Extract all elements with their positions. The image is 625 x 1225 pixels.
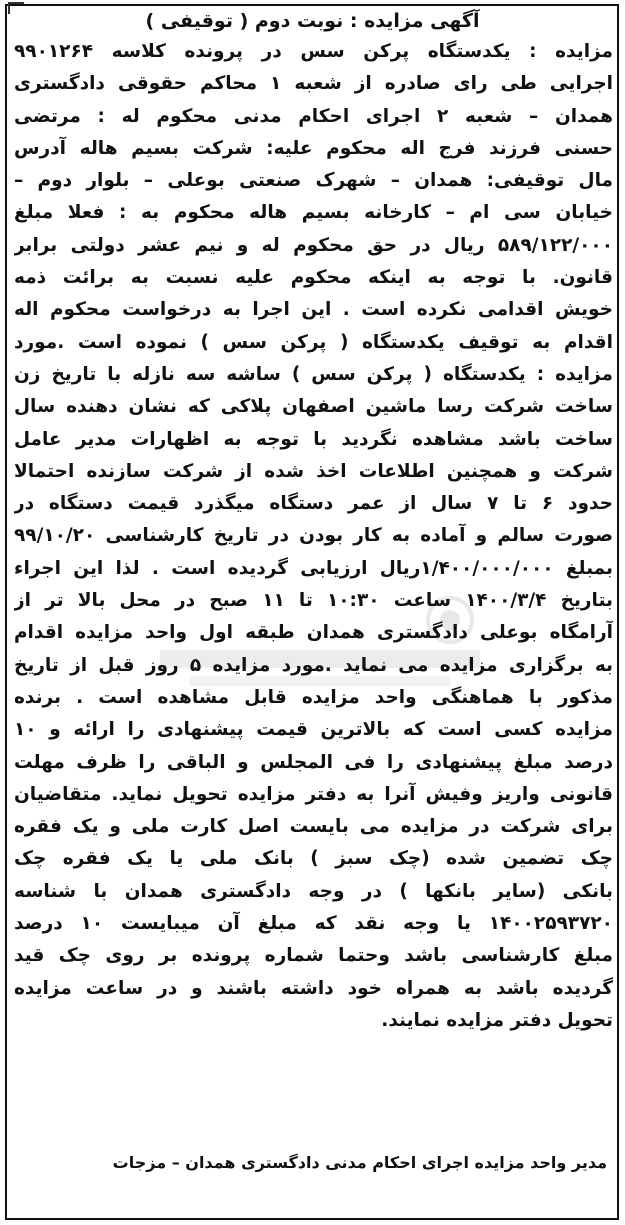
notice-line: حسنی فرزند فرج اله محکوم علیه: شرکت بسیم هاله آدرس	[14, 137, 613, 159]
notice-line: چک تضمین شده (چک سبز ) بانک ملی یا یک فقره چک	[14, 848, 613, 870]
notice-line: آرامگاه بوعلی دادگستری همدان طبقه اول واحد مزایده اقدام	[14, 622, 613, 644]
notice-line: شرکت و همچنین اطلاعات اخذ شده از شرکت سازنده احتمالا	[14, 460, 613, 482]
notice-body	[14, 36, 613, 1037]
notice-line: ۱۴۰۰۲۵۹۳۷۲۰ یا وجه نقد که مبلغ آن میبایست ۱۰ درصد	[14, 913, 613, 935]
notice-line: مزایده کسی است که بالاترین قیمت پیشنهادی را ارائه و ۱۰	[14, 719, 613, 741]
notice-signature: مدیر واحد مزایده اجرای احکام مدنی دادگستری همدان – مزجات	[112, 1153, 607, 1172]
notice-line: بمبلغ ۱/۴۰۰/۰۰۰/۰۰۰ریال ارزیابی گردیده است . لذا این اجراء	[14, 557, 613, 579]
notice-line: تحویل دفتر مزایده نمایند.	[381, 1009, 613, 1031]
notice-line: خویش اقدامی نکرده است . این اجرا به درخواست محکوم اله	[14, 299, 613, 321]
notice-line: به برگزاری مزایده می نماید .مورد مزایده ۵ روز قبل از تاریخ	[14, 654, 613, 676]
notice-line: همدان – شعبه ۲ اجرای احکام مدنی محکوم له : مرتضی	[14, 105, 613, 127]
notice-line: مزایده : یکدستگاه ( پرکن سس ) ساشه سه نازله با تاریخ زن	[14, 363, 613, 385]
notice-line: مبلغ کارشناسی باشد وحتما شماره پرونده بر روی چک قید	[14, 945, 613, 967]
notice-line: مال توقیفی: همدان – شهرک صنعتی بوعلی – بلوار دوم –	[14, 170, 613, 192]
notice-line: اقدام به توقیف یکدستگاه ( پرکن سس ) نموده است .مورد	[14, 331, 613, 353]
notice-line: مزایده : یکدستگاه پرکن سس در پرونده کلاسه ۹۹۰۱۲۶۴	[14, 41, 613, 62]
notice-line: بتاریخ ۱۴۰۰/۳/۴ ساعت ۱۰:۳۰ تا ۱۱ صبح در محل بالا تر از	[14, 590, 613, 612]
notice-line: بانکی (سایر بانکها ) در وجه دادگستری همدان با شناسه	[14, 880, 613, 902]
notice-line: قانون. با توجه به اینکه محکوم علیه نسبت به برائت ذمه	[14, 267, 613, 289]
notice-line: خیابان سی ام – کارخانه بسیم هاله محکوم به : فعلا مبلغ	[14, 202, 613, 224]
notice-line: برای شرکت در مزایده می بایست اصل کارت ملی و یک فقره	[14, 816, 613, 838]
notice-line: حدود ۶ تا ۷ سال از عمر دستگاه میگذرد قیمت دستگاه در	[14, 493, 613, 515]
notice-line: اجرایی طی رای صادره از شعبه ۱ محاکم حقوقی دادگستری	[14, 73, 613, 95]
notice-line: ساخت شرکت رسا ماشین اصفهان پلاکی که نشان دهنده سال	[14, 396, 613, 418]
notice-line: صورت سالم و آماده به کار بودن در تاریخ کارشناسی ۹۹/۱۰/۲۰	[14, 525, 613, 547]
notice-line: ۵۸۹/۱۲۲/۰۰۰ ریال در حق محکوم له و نیم عشر دولتی برابر	[14, 234, 613, 256]
notice-title: آگهی مزایده : نوبت دوم ( توقیفی )	[145, 10, 480, 32]
notice-line: گردیده باشد به همراه خود داشته باشند و در ساعت مزایده	[14, 977, 613, 999]
notice-line: درصد مبلغ پیشنهادی را فی المجلس و الباقی را ظرف مهلت	[14, 751, 613, 773]
notice-line: ساخت باشد مشاهده نگردید با توجه به اظهارات مدیر عامل	[14, 428, 613, 450]
notice-line: قانونی واریز وفیش آنرا به دفتر مزایده تحویل نماید. متقاضیان	[14, 783, 613, 805]
notice-line: مذکور با هماهنگی واحد مزایده قابل مشاهده است . برنده	[14, 686, 613, 708]
